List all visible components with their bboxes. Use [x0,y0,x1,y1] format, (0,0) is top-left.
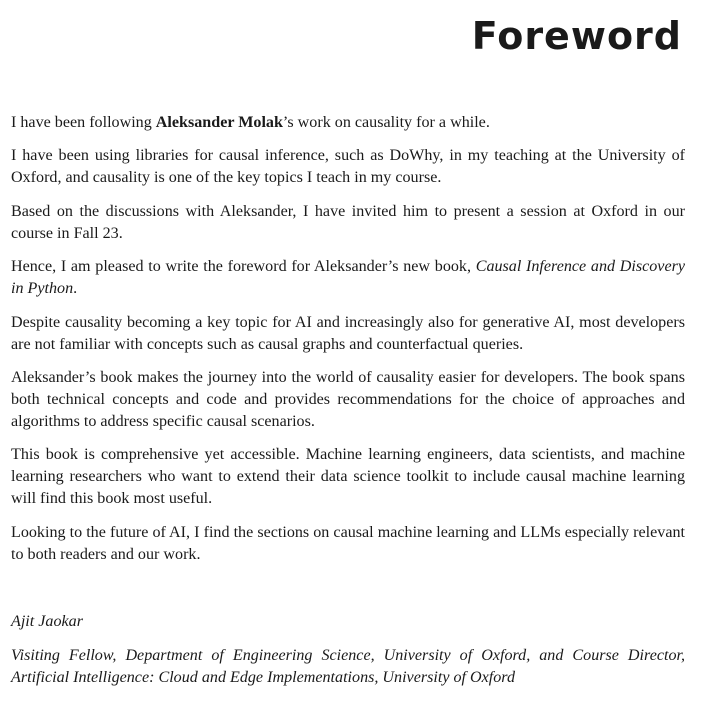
paragraph-3: Based on the discussions with Aleksander, I have invited him to present a session at Oxford in our course in Fall 23. [11,202,685,242]
paragraph-7: This book is comprehensive yet accessible. Machine learning engineers, data scientists, and machine learning researchers who want to extend their data science toolkit to include causal machine learning will find this book most useful. [11,446,685,508]
paragraph-1-lead: I have been following [11,114,156,131]
signature-affiliation: Visiting Fellow, Department of Engineering Science, University of Oxford, and Course Director, Artificial Intelligence: Cloud and Edge Implementations, University of Oxford [11,647,685,686]
paragraph-1-rest: ’s work on causality for a while. [282,114,490,131]
page-title: Foreword [471,14,682,58]
paragraph-2: I have been using libraries for causal inference, such as DoWhy, in my teaching at the University of Oxford, and causality is one of the key topics I teach in my course. [11,147,685,187]
paragraph-1 [11,112,685,134]
paragraph-4 [11,256,685,300]
paragraph-5: Despite causality becoming a key topic for AI and increasingly also for generative AI, most developers are not familiar with concepts such as causal graphs and counterfactual queries. [11,313,685,353]
paragraph-6: Aleksander’s book makes the journey into the world of causality easier for developers. The book spans both technical concepts and code and provides recommendations for the choice of approaches and algorithms to address specific causal scenarios. [11,368,685,430]
signature-author: Ajit Jaokar [11,613,83,630]
paragraph-8: Looking to the future of AI, I find the sections on causal machine learning and LLMs especially relevant to both readers and our work. [11,523,685,563]
paragraph-4-rest: . [73,280,78,298]
foreword-body [11,112,685,577]
signature-block [11,611,685,701]
author-name: Aleksander Molak [155,114,283,131]
book-title: Causal Inference and Discovery in Python [11,258,685,298]
paragraph-4-lead: Hence, I am pleased to write the foreword for Aleksander’s new book, [11,258,476,276]
